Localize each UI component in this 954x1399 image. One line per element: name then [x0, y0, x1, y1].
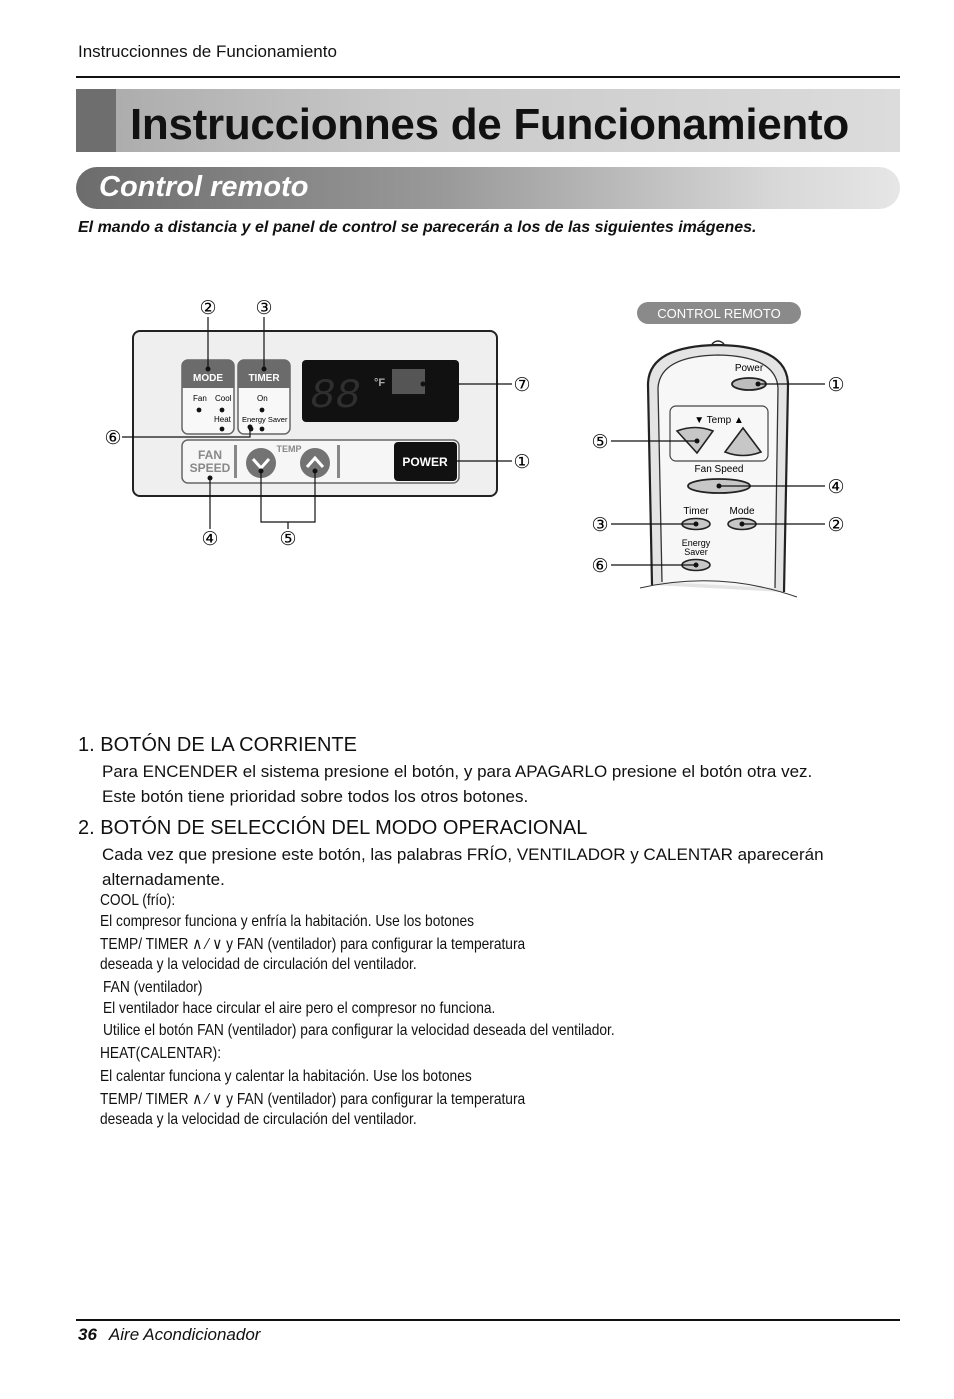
panel-callout-3: ③ — [255, 298, 273, 319]
remote-temp-label: ▼ Temp ▲ — [694, 415, 744, 426]
cool-line-1: El compresor funciona y enfría la habitación. Use los botones — [100, 913, 475, 930]
running-header: Instruccionnes de Funcionamiento — [78, 42, 337, 61]
panel-callout-7: ⑦ — [513, 375, 531, 396]
fan-line-1: El ventilador hace circular el aire pero el compresor no funciona. — [103, 1000, 496, 1017]
panel-callout-4: ④ — [201, 529, 219, 550]
panel-callout-1: ① — [513, 452, 531, 473]
remote-energy-label-2: Saver — [684, 547, 708, 557]
item-2-title: 2. BOTÓN DE SELECCIÓN DEL MODO OPERACIONAL — [78, 817, 588, 839]
remote-callout-2: ② — [827, 515, 845, 536]
mode-cool-label: Cool — [215, 394, 232, 403]
footer-product: Aire Acondicionador — [108, 1325, 261, 1344]
remote-energy-label-1: Energy — [681, 538, 711, 548]
cool-line-2: TEMP/ TIMER ∧ ⁄ ∨ y FAN (ventilador) para configurar la temperatura — [100, 936, 526, 953]
remote-callout-3: ③ — [591, 515, 609, 536]
remote-callout-1: ① — [827, 375, 845, 396]
fan-title: FAN (ventilador) — [103, 979, 203, 996]
fan-speed-label-1: FAN — [198, 448, 222, 462]
remote-mode-label: Mode — [729, 506, 755, 517]
heat-line-2: TEMP/ TIMER ∧ ⁄ ∨ y FAN (ventilador) para configurar la temperatura — [100, 1091, 526, 1108]
remote-timer-label: Timer — [683, 506, 709, 517]
remote-callout-6: ⑥ — [591, 556, 609, 577]
fan-indicator — [197, 408, 202, 413]
item-1-body-1: Para ENCENDER el sistema presione el botón, y para APAGARLO presione el botón otra vez. — [102, 762, 813, 781]
heat-title: HEAT(CALENTAR): — [100, 1045, 222, 1062]
fan-line-2: Utilice el botón FAN (ventilador) para configurar la velocidad deseada del ventilador. — [103, 1022, 615, 1039]
remote-power-label: Power — [734, 363, 764, 374]
remote-control — [591, 302, 844, 597]
control-panel — [104, 298, 530, 550]
cool-indicator — [220, 408, 225, 413]
remote-callout-4: ④ — [827, 477, 845, 498]
mode-label: MODE — [193, 373, 223, 384]
remote-callout-5: ⑤ — [591, 432, 609, 453]
intro-text: El mando a distancia y el panel de control se parecerán a los de las siguientes imágenes. — [78, 219, 757, 236]
timer-indicator — [260, 408, 265, 413]
item-2-body-1: Cada vez que presione este botón, las palabras FRÍO, VENTILADOR y CALENTAR aparecerán — [102, 845, 824, 864]
temp-label: TEMP — [276, 444, 302, 454]
footer — [78, 1325, 260, 1345]
panel-callout-5: ⑤ — [279, 529, 297, 550]
cool-title: COOL (frío): — [100, 892, 176, 909]
panel-callout-6: ⑥ — [104, 428, 122, 449]
heat-line-3: deseada y la velocidad de circulación del ventilador. — [100, 1111, 417, 1128]
page-number: 36 — [78, 1325, 97, 1344]
panel-callout-2: ② — [199, 298, 217, 319]
display-indicator-window — [392, 369, 425, 394]
energy-saver-indicator-b — [260, 427, 265, 432]
timer-label: TIMER — [248, 373, 280, 384]
fan-speed-label-2: SPEED — [189, 461, 231, 475]
item-1-title: 1. BOTÓN DE LA CORRIENTE — [78, 734, 357, 756]
heat-indicator — [220, 427, 225, 432]
remote-fan-speed-label: Fan Speed — [694, 464, 744, 475]
heat-line-1: El calentar funciona y calentar la habitación. Use los botones — [100, 1068, 472, 1085]
section-title: Control remoto — [99, 171, 309, 203]
mode-fan-label: Fan — [193, 394, 207, 403]
power-button-label: POWER — [402, 455, 448, 469]
timer-on-label: On — [257, 394, 268, 403]
footer-rule — [76, 1319, 900, 1321]
cool-line-3: deseada y la velocidad de circulación del ventilador. — [100, 956, 417, 973]
item-2-body-2: alternadamente. — [102, 870, 225, 889]
mode-heat-label: Heat — [214, 415, 231, 424]
energy-saver-label: Energy Saver — [242, 415, 288, 424]
page-title: Instruccionnes de Funcionamiento — [130, 100, 849, 149]
item-1-body-2: Este botón tiene prioridad sobre todos los otros botones. — [102, 787, 529, 806]
display-digits: 88 — [310, 372, 361, 420]
display-unit: °F — [374, 377, 386, 389]
remote-badge-label: CONTROL REMOTO — [657, 306, 781, 321]
